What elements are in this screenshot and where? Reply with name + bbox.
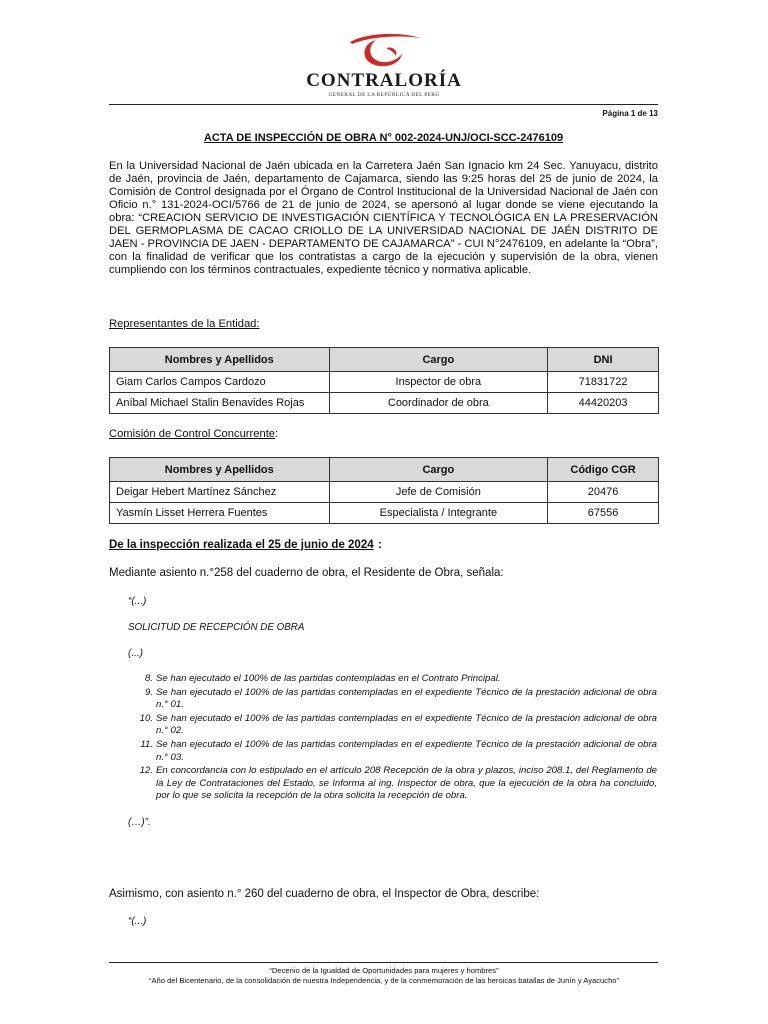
cell-role: Jefe de Comisión — [329, 482, 548, 503]
table-row — [110, 503, 659, 524]
item-number: 12. — [139, 765, 153, 777]
quote-open: “(...) — [128, 596, 147, 607]
commission-table — [109, 457, 659, 524]
table-header-row — [110, 348, 659, 372]
cell-role: Especialista / Integrante — [329, 503, 548, 524]
column-header-cgr-code: Código CGR — [548, 458, 659, 482]
cell-name: Aníbal Michael Stalin Benavides Rojas — [110, 393, 330, 414]
footer-line-1: “Decenio de la Igualdad de Oportunidades para mujeres y hombres” — [269, 966, 499, 975]
cell-cgr-code: 67556 — [548, 503, 659, 524]
org-subtitle: GENERAL DE LA REPÚBLICA DEL PERÚ — [328, 92, 440, 98]
inspection-heading-colon: : — [378, 539, 382, 551]
item-text: Se han ejecutado el 100% de las partidas contempladas en el expediente Técnico de la prestación adicional de obra n.° 03. — [156, 738, 657, 763]
commission-heading-text: Comisión de Control Concurrente — [109, 428, 276, 440]
commission-heading — [109, 428, 278, 440]
header-divider — [109, 104, 658, 105]
table-row — [110, 372, 659, 393]
contraloria-logo — [300, 24, 468, 104]
page-number: Página 1 de 13 — [602, 109, 658, 118]
quote-open-second: “(...) — [128, 916, 147, 927]
cell-name: Deigar Hebert Martínez Sánchez — [110, 482, 330, 503]
inspection-heading-text: De la inspección realizada el 25 de junio de 2024 — [109, 539, 374, 551]
list-item — [135, 765, 657, 803]
entity-reps-table — [109, 347, 659, 414]
list-item — [135, 673, 657, 686]
footer-line-2: “Año del Bicentenario, de la consolidación de nuestra Independencia, y de la conmemoración de las heroicas batallas de Junín y Ayacucho” — [148, 976, 620, 985]
quote-title: SOLICITUD DE RECEPCIÓN DE OBRA — [128, 622, 305, 633]
inspection-heading — [109, 539, 374, 551]
cell-dni: 71831722 — [548, 372, 659, 393]
cell-role: Coordinador de obra — [329, 393, 548, 414]
entity-reps-heading: Representantes de la Entidad: — [109, 318, 260, 330]
list-item — [135, 687, 657, 712]
commission-heading-colon: : — [275, 428, 279, 440]
asiento-258-text: Mediante asiento n.°258 del cuaderno de obra, el Residente de Obra, señala: — [109, 567, 504, 579]
table-row — [110, 482, 659, 503]
document-title: ACTA DE INSPECCIÓN DE OBRA N° 002-2024-UNJ/OCI-SCC-2476109 — [203, 132, 564, 144]
item-number: 11. — [140, 738, 153, 750]
quote-close: (…)”. — [128, 817, 151, 828]
cell-name: Giam Carlos Campos Cardozo — [110, 372, 330, 393]
item-number: 10. — [139, 712, 153, 724]
item-text: Se han ejecutado el 100% de las partidas contempladas en el Contrato Principal. — [156, 673, 501, 684]
quote-ellipsis: (...) — [128, 648, 143, 659]
cell-name: Yasmín Lisset Herrera Fuentes — [110, 503, 330, 524]
item-text: Se han ejecutado el 100% de las partidas contempladas en el expediente Técnico de la prestación adicional de obra n.° 02. — [156, 712, 657, 737]
column-header-role: Cargo — [329, 348, 548, 372]
list-item — [135, 713, 657, 738]
quoted-items-list — [135, 673, 657, 804]
column-header-name: Nombres y Apellidos — [110, 348, 330, 372]
item-text: En concordancia con lo estipulado en el artículo 208 Recepción de la obra y plazos, inciso 208.1, del Reglamento de la Ley de Contrataciones del Estado, se Informa al ing. Inspector de obra, que la ejecución de la obra ha concluido, por lo que se solicita la recepción de la obra solicita la recepción de obra. — [156, 765, 657, 802]
list-item — [135, 739, 657, 764]
table-header-row — [110, 458, 659, 482]
cell-dni: 44420203 — [548, 393, 659, 414]
item-number: 8. — [144, 673, 153, 684]
org-name: CONTRALORÍA — [306, 70, 462, 91]
item-text: Se han ejecutado el 100% de las partidas contempladas en el expediente Técnico de la prestación adicional de obra n.° 01. — [156, 686, 657, 711]
intro-paragraph: En la Universidad Nacional de Jaén ubicada en la Carretera Jaén San Ignacio km 24 Sec. Yanuyacu, distrito de Jaén, provincia de Jaén, departamento de Cajamarca, siendo las 9:25 horas del 25 de junio de 2024, la Comisión de Control designada por el Órgano de Control Institucional de la Universidad Nacional de Jaén con Oficio n.° 131-2024-OCI/5766 de 21 de junio de 2024, se apersonó al lugar donde se viene ejecutando la obra: “CREACION SERVICIO DE INVESTIGACIÓN CIENTÍFICA Y TECNOLÓGICA EN LA PRESERVACIÓN DEL GERMOPLASMA DE CACAO CRIOLLO DE LA UNIVERSIDAD NACIONAL DE JAÉN DISTRITO DE JAEN - PROVINCIA DE JAEN - DEPARTAMENTO DE CAJAMARCA” - CUI N°2476109, en adelante la “Obra”, con la finalidad de verificar que los contratistas a cargo de la ejecución y supervisión de la obra, vienen cumpliendo con los términos contractuales, expediente técnico y normativa aplicable. — [109, 160, 658, 276]
footer-divider — [109, 962, 658, 963]
cell-role: Inspector de obra — [329, 372, 548, 393]
table-row — [110, 393, 659, 414]
column-header-dni: DNI — [548, 348, 659, 372]
asiento-260-text: Asimismo, con asiento n.° 260 del cuaderno de obra, el Inspector de Obra, describe: — [109, 888, 540, 900]
column-header-role: Cargo — [329, 458, 548, 482]
contraloria-emblem-icon — [346, 30, 422, 70]
cell-cgr-code: 20476 — [548, 482, 659, 503]
item-number: 9. — [144, 686, 153, 698]
column-header-name: Nombres y Apellidos — [110, 458, 330, 482]
